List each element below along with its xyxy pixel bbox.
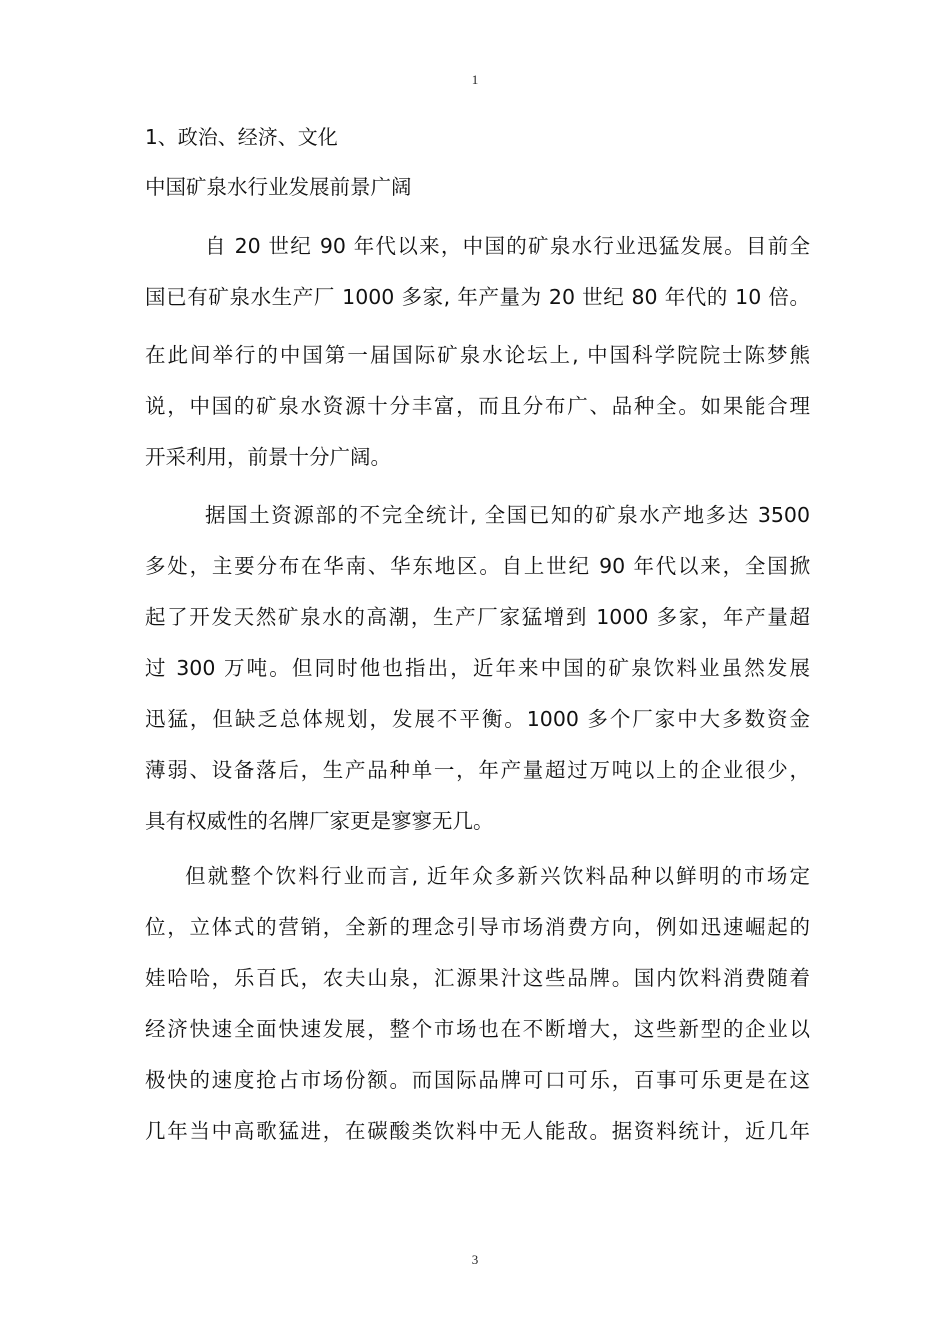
paragraph-4-line-6: 几年当中高歌猛进，在碳酸类饮料中无人能敌。据资料统计，近几年 <box>145 1119 810 1143</box>
paragraph-4-line-3: 娃哈哈，乐百氏，农夫山泉，汇源果汁这些品牌。国内饮料消费随着 <box>145 966 810 990</box>
paragraph-3-line-3: 起了开发天然矿泉水的高潮，生产厂家猛增到 1000 多家，年产量超 <box>145 605 810 629</box>
paragraph-3-line-1: 据国土资源部的不完全统计, 全国已知的矿泉水产地多达 3500 <box>205 503 810 527</box>
page-number-bottom: 3 <box>471 1252 479 1267</box>
paragraph-3-line-7: 具有权威性的名牌厂家更是寥寥无几。 <box>145 809 494 833</box>
paragraph-4-line-1: 但就整个饮料行业而言, 近年众多新兴饮料品种以鲜明的市场定 <box>185 864 810 888</box>
paragraph-4-line-4: 经济快速全面快速发展，整个市场也在不断增大，这些新型的企业以 <box>145 1017 810 1041</box>
paragraph-3-line-4: 过 300 万吨。但同时他也指出，近年来中国的矿泉饮料业虽然发展 <box>145 656 810 680</box>
paragraph-2-line-1: 在此间举行的中国第一届国际矿泉水论坛上, 中国科学院院士陈梦熊 <box>145 343 810 367</box>
paragraph-3-line-5: 迅猛，但缺乏总体规划，发展不平衡。1000 多个厂家中大多数资金 <box>145 707 810 731</box>
paragraph-4-line-2: 位，立体式的营销，全新的理念引导市场消费方向，例如迅速崛起的 <box>145 915 810 939</box>
paragraph-4-line-5: 极快的速度抢占市场份额。而国际品牌可口可乐，百事可乐更是在这 <box>145 1068 810 1092</box>
paragraph-2-line-3: 开采利用，前景十分广阔。 <box>145 445 391 469</box>
section-heading: 1、政治、经济、文化 <box>145 125 338 149</box>
paragraph-3-line-2: 多处，主要分布在华南、华东地区。自上世纪 90 年代以来，全国掀 <box>145 554 810 578</box>
paragraph-3-line-6: 薄弱、设备落后，生产品种单一，年产量超过万吨以上的企业很少， <box>145 758 810 782</box>
paragraph-1-line-1: 自 20 世纪 90 年代以来，中国的矿泉水行业迅猛发展。目前全 <box>205 234 810 258</box>
page-number-top: 1 <box>471 72 479 87</box>
section-subheading: 中国矿泉水行业发展前景广阔 <box>145 175 412 199</box>
paragraph-1-line-2: 国已有矿泉水生产厂 1000 多家, 年产量为 20 世纪 80 年代的 10 倍。 <box>145 285 810 309</box>
paragraph-2-line-2: 说，中国的矿泉水资源十分丰富，而且分布广、品种全。如果能合理 <box>145 394 810 418</box>
